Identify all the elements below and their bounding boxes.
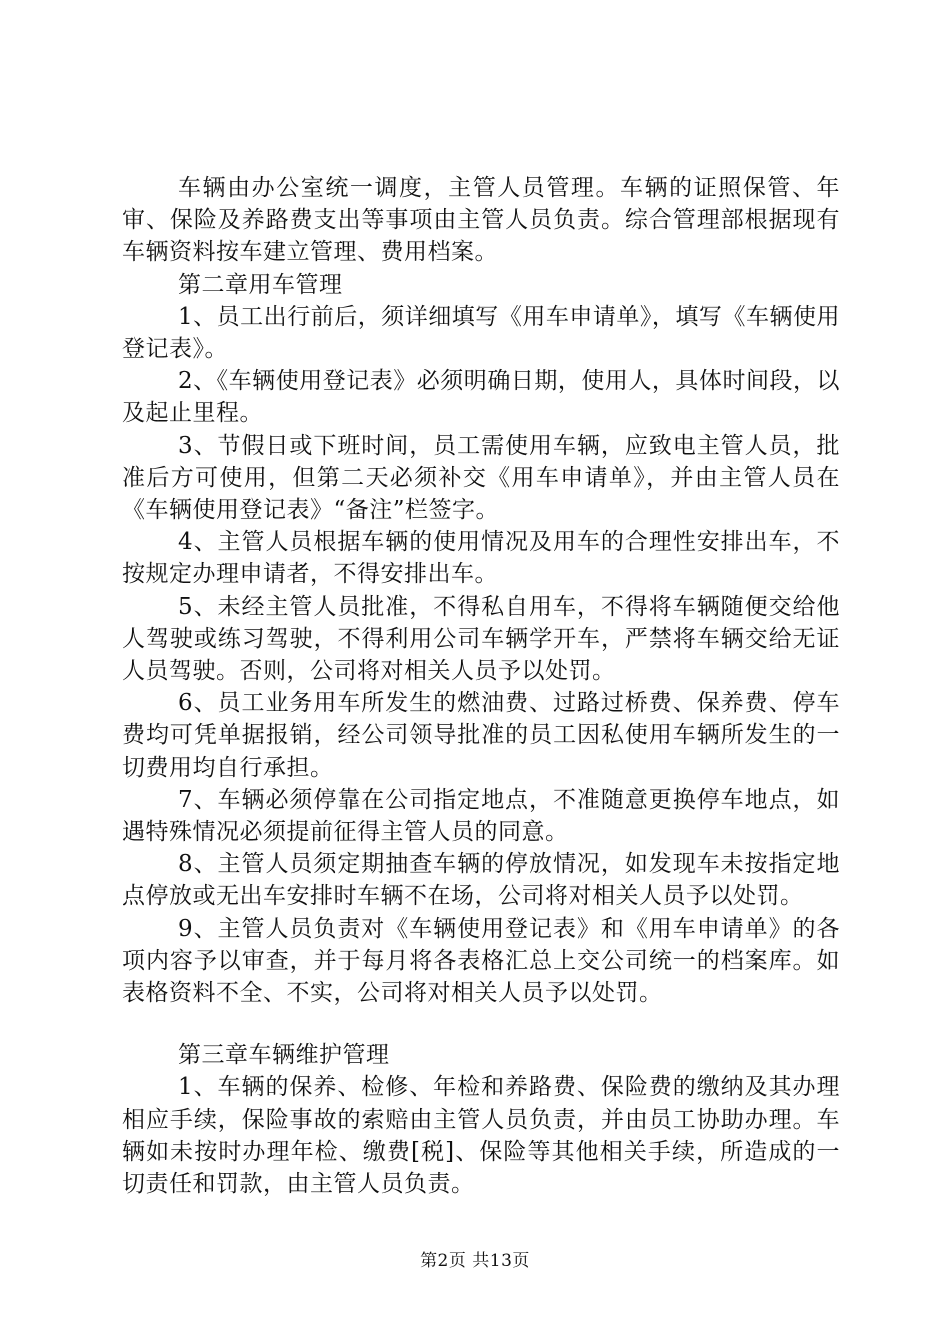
paragraph-rule-2: 2、《车辆使用登记表》必须明确日期，使用人，具体时间段，以及起止里程。 — [122, 368, 840, 427]
chapter-3-heading: 第三章车辆维护管理 — [178, 1042, 390, 1069]
paragraph-rule-7: 7、车辆必须停靠在公司指定地点，不准随意更换停车地点，如遇特殊情况必须提前征得主管人员的同意。 — [122, 786, 840, 846]
section-spacer — [122, 1009, 840, 1039]
paragraph-rule-1: 1、员工出行前后，须详细填写《用车申请单》，填写《车辆使用登记表》。 — [122, 303, 840, 363]
paragraph-rule-8: 8、主管人员须定期抽查车辆的停放情况，如发现车未按指定地点停放或无出车安排时车辆不在场，公司将对相关人员予以处罚。 — [122, 851, 840, 910]
page-number: 第2页 共13页 — [420, 1251, 530, 1271]
paragraph-rule-5: 5、未经主管人员批准，不得私自用车，不得将车辆随便交给他人驾驶或练习驾驶，不得利用公司车辆学开车，严禁将车辆交给无证人员驾驶。否则，公司将对相关人员予以处罚。 — [122, 593, 840, 685]
chapter-2-heading: 第二章用车管理 — [178, 271, 343, 298]
paragraph-rule-9: 9、主管人员负责对《车辆使用登记表》和《用车申请单》的各项内容予以审查，并于每月将各表格汇总上交公司统一的档案库。如表格资料不全、不实，公司将对相关人员予以处罚。 — [122, 915, 840, 1007]
paragraph-intro: 车辆由办公室统一调度，主管人员管理。车辆的证照保管、年审、保险及养路费支出等事项由主管人员负责。综合管理部根据现有车辆资料按车建立管理、费用档案。 — [122, 175, 840, 266]
paragraph-maintenance-1: 1、车辆的保养、检修、年检和养路费、保险费的缴纳及其办理相应手续，保险事故的索赔由主管人员负责，并由员工协助办理。车辆如未按时办理年检、缴费[税]、保险等其他相关手续，所造成的一切责任和罚款，由主管人员负责。 — [122, 1074, 840, 1198]
paragraph-rule-4: 4、主管人员根据车辆的使用情况及用车的合理性安排出车，不按规定办理申请者，不得安排出车。 — [122, 529, 840, 588]
paragraph-rule-6: 6、员工业务用车所发生的燃油费、过路过桥费、保养费、停车费均可凭单据报销，经公司领导批准的员工因私使用车辆所发生的一切费用均自行承担。 — [122, 690, 840, 781]
paragraph-rule-3: 3、节假日或下班时间，员工需使用车辆，应致电主管人员，批准后方可使用，但第二天必须补交《用车申请单》，并由主管人员在《车辆使用登记表》“备注”栏签字。 — [122, 432, 840, 524]
document-body — [122, 172, 840, 1200]
